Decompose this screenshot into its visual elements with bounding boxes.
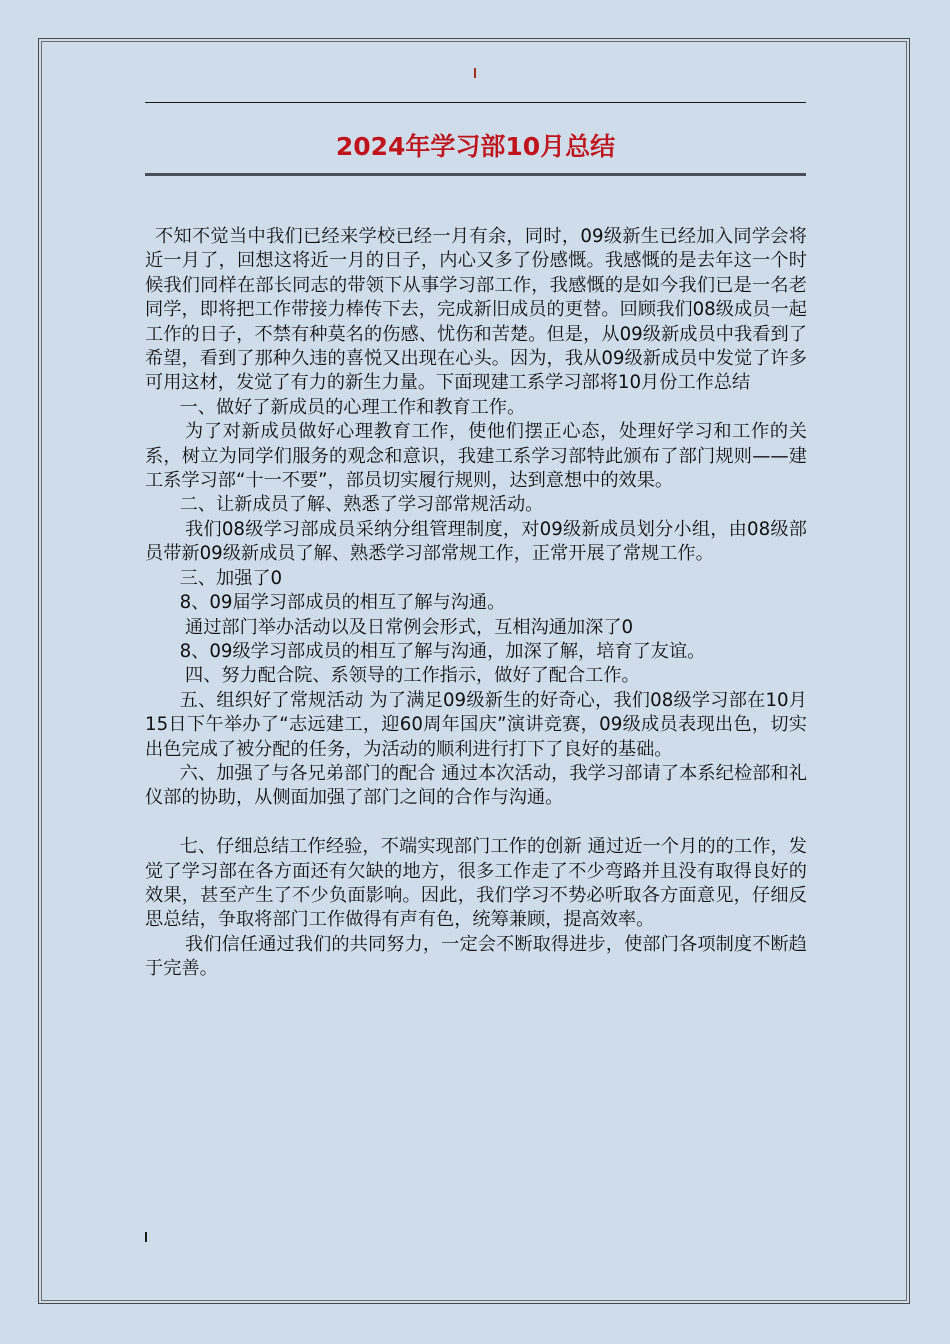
section-heading-4: 四、努力配合院、系领导的工作指示，做好了配合工作。 (185, 665, 640, 687)
paragraph-section-7: 七、仔细总结工作经验，不端实现部门工作的创新 通过近一个月的的工作，发觉了学习部在各方面还有欠缺的地方，很多工作走了不少弯路并且没有取得良好的效果，甚至产生了不少负面影响。因此，我们学习不势必听取各方面意见，仔细反思总结，争取将部门工作做得有声有色，统筹兼顾，提高效率。 (145, 836, 807, 931)
section-heading-3: 三、加强了0 (179, 567, 283, 589)
paragraph-section-6: 六、加强了与各兄弟部门的配合 通过本次活动，我学习部请了本系纪检部和礼仪部的协助，从侧面加强了部门之间的合作与沟通。 (145, 762, 807, 809)
paragraph-closing: 我们信任通过我们的共同努力，一定会不断取得进步，使部门各项制度不断趋于完善。 (145, 933, 807, 980)
paragraph-section-3: 通过部门举办活动以及日常例会形式，互相沟通加深了0 (185, 616, 634, 638)
paragraph-section-5: 五、组织好了常规活动 为了满足09级新生的好奇心，我们08级学习部在10月15日下午举办了“志远建工，迎60周年国庆”演讲竞赛，09级成员表现出色，切实出色完成了被分配的任务，为活动的顺利进行打下了良好的基础。 (145, 689, 807, 760)
paragraph-section-3-cont: 8、09级学习部成员的相互了解与沟通，加深了解，培育了友谊。 (179, 640, 706, 662)
paragraph-section-2: 我们08级学习部成员采纳分组管理制度，对09级新成员划分小组，由08级部员带新09级新成员了解、熟悉学习部常规工作，正常开展了常规工作。 (145, 518, 807, 565)
paragraph-spacer (145, 811, 807, 835)
document-title: 2024年学习部10月总结 (335, 132, 616, 161)
paragraph-section-1: 为了对新成员做好心理教育工作，使他们摆正心态，处理好学习和工作的关系，树立为同学们服务的观念和意识，我建工系学习部特此颁布了部门规则——建工系学习部“十一不要”，部员切实履行规则，达到意想中的效果。 (145, 421, 807, 492)
header-mark (474, 68, 476, 78)
section-heading-1: 一、做好了新成员的心理工作和教育工作。 (179, 396, 526, 418)
footer-mark (145, 1232, 147, 1242)
section-heading-2: 二、让新成员了解、熟悉了学习部常规活动。 (179, 494, 544, 516)
title-underline (145, 173, 806, 176)
section-heading-3-cont: 8、09届学习部成员的相互了解与沟通。 (179, 592, 506, 614)
paragraph-intro: 不知不觉当中我们已经来学校已经一月有余，同时，09级新生已经加入同学会将近一月了，回想这将近一月的日子，内心又多了份感慨。我感慨的是去年这一个时候我们同样在部长同志的带领下从事学习部工作，我感慨的是如今我们已是一名老同学，即将把工作带接力棒传下去，完成新旧成员的更替。回顾我们08级成员一起工作的日子，不禁有种莫名的伤感、忧伤和苦楚。但是，从09级新成员中我看到了希望，看到了那种久违的喜悦又出现在心头。因为，我从09级新成员中发觉了许多可用这材，发觉了有力的新生力量。下面现建工系学习部将10月份工作总结 (145, 226, 807, 394)
document-body (145, 225, 807, 982)
header-rule (145, 102, 806, 103)
